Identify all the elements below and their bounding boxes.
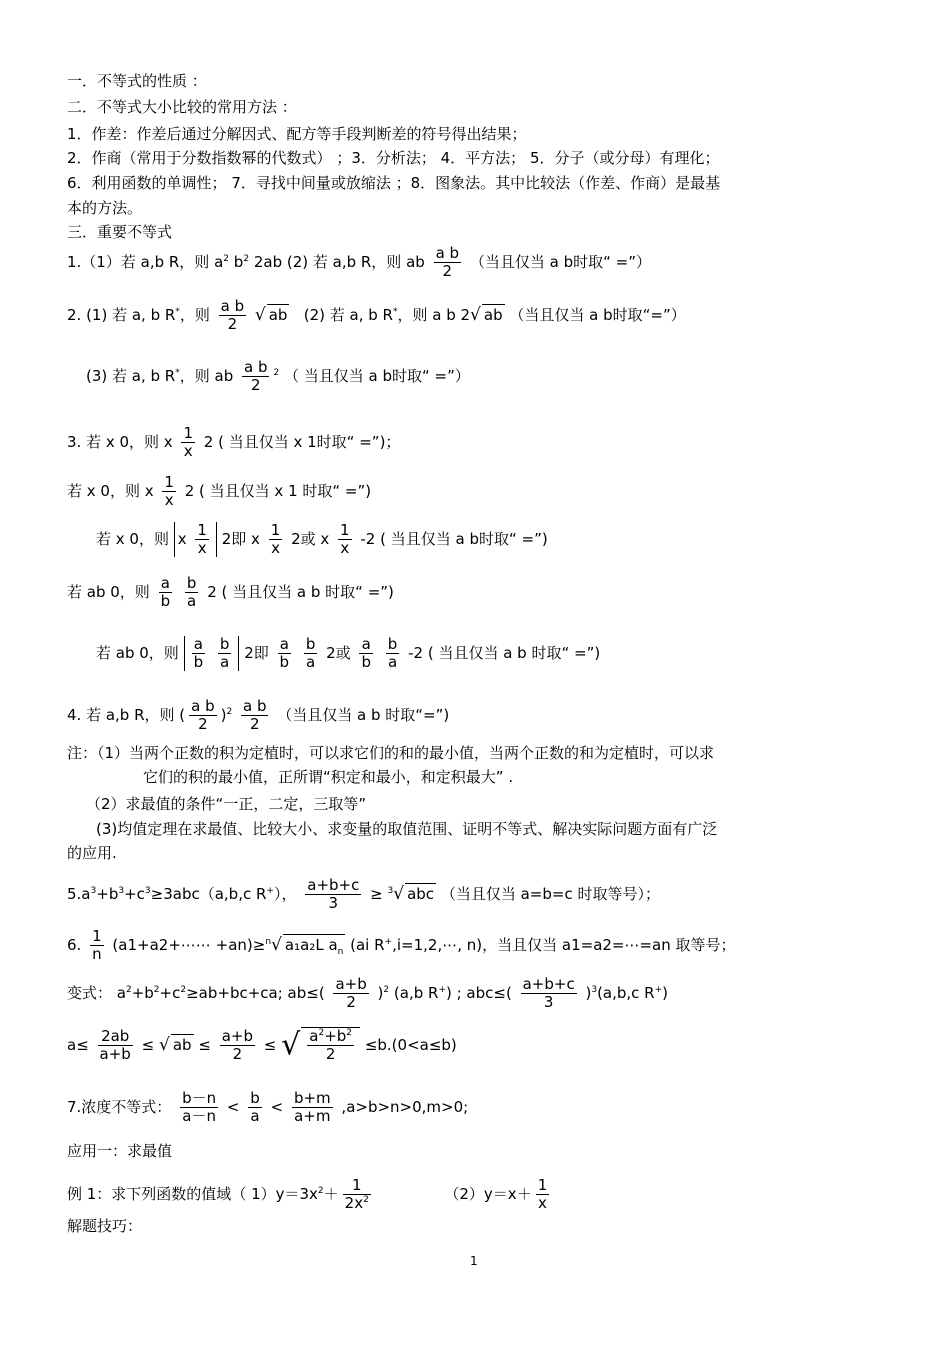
fraction: $\frac{\text{a b}}{2}$ — [435, 244, 460, 280]
absolute-value: x $\frac{1}{x}$ — [174, 522, 217, 557]
formula-11: 6. $\frac{1}{n}$ (a1+a2+⋯⋯ +an)≥$^n$√ a₁a₂L $a_n$ (ai R+,i=1,2,⋯, n)，当且仅当 a1=a2=⋯=an 取等号； — [67, 927, 736, 963]
method-3a: 6．利用函数的单调性； 7．寻找中间量或放缩法 ；8．图象法。其中比较法（作差、作商）是最基 — [67, 174, 721, 192]
example-1: 例 1：求下列函数的值域（ $1)y=3x^2+$ $\frac{1}{2x^2}$ （2）y＝x＋ $\frac{1}{x}$ — [67, 1176, 548, 1212]
method-3b: 本的方法。 — [67, 199, 143, 217]
note-3b: 的应用. — [67, 844, 117, 862]
formula-5: 若 x 0，则 x $\frac{1}{x}$ 2 ( 当且仅当 x 1 时取“ =”) — [67, 473, 372, 509]
fraction: $\frac{1}{x}$ — [164, 473, 174, 509]
formula-7: 若 ab 0，则 $\frac{a}{b}$ $\frac{b}{a}$ 2 ( 当且仅当 a b 时取“ =”) — [67, 574, 394, 610]
formula-3: (3) 若 a, b R*，则 ab $\frac{\text{a b}}{2}$ $^2$ （ 当且仅当 a b时取“ =”） — [86, 358, 470, 394]
heading-1: 一．不等式的性质 ： — [67, 72, 207, 90]
fraction: $\frac{\text{a b}}{2}$ — [244, 358, 268, 394]
solving-tips: 解题技巧： — [67, 1217, 143, 1235]
absolute-value: $\frac{a}{b}$ $\frac{b}{a}$ — [184, 636, 240, 671]
formula-8: 若 ab 0，则 $\frac{a}{b}$ $\frac{b}{a}$ 2即 $\frac{a}{b}$ $\frac{b}{a}$ 2或 $\frac{a}{b}$ $\frac{b}{a}$ -2 ( 当且仅当 a b 时取“ =”) — [96, 635, 601, 671]
formula-13: a≤ $\frac{2ab}{a+b}$ ≤ √ ab ≤ $\frac{a+b}{2}$ ≤ √ $\frac{a^2+b^2}{2}$ ≤b.(0<a≤b) — [67, 1027, 457, 1063]
formula-6: 若 x 0，则 x $\frac{1}{x}$ 2即 x $\frac{1}{x}$ 2或 x $\frac{1}{x}$ -2 ( 当且仅当 a b时取“ =”) — [96, 521, 548, 557]
fraction: $\frac{\text{a b}}{2}$ — [220, 297, 245, 333]
heading-3: 三．重要不等式 — [67, 223, 173, 241]
note-2: （2）求最值的条件“一正，二定，三取等” — [86, 795, 367, 813]
method-1: 1．作差：作差后通过分解因式、配方等手段判断差的符号得出结果； — [67, 125, 527, 143]
fraction: $\frac{1}{x}$ — [183, 424, 194, 460]
formula-10: $5.a^3+b^3+c^3\ge 3abc(a,b,c$ R+）， $\frac{a+b+c}{3}$ ≥ $^3$√ abc （当且仅当 a=b=c 时取等号）； — [67, 876, 660, 912]
page-number: 1 — [470, 1254, 478, 1268]
formula-14: 7.浓度不等式： $\frac{b-n}{a-n}$ < $\frac{b}{a}$ < $\frac{b+m}{a+m}$ ,a>b>n>0,m>0; — [67, 1089, 469, 1125]
method-2: 2．作商（常用于分数指数幂的代数式） ；3．分析法； 4．平方法； 5．分子（或分母）有理化； — [67, 149, 720, 167]
formula-2: 2. (1) 若 a, b R*，则 $\frac{\text{a b}}{2}$ √ ab (2) 若 a, b R*，则 a b 2√ ab （当且仅当 a b时取“=”） — [67, 297, 686, 333]
note-1a: 注：（1）当两个正数的积为定植时，可以求它们的和的最小值，当两个正数的和为定植时，可以求 — [67, 744, 715, 762]
formula-1: 1.（1）若 a,b R，则 $a^2$ $b^2$ 2ab (2) 若 a,b R，则 ab $\frac{\text{a b}}{2}$ （当且仅当 a b时取“ =”） — [67, 244, 651, 280]
formula-12: 变式： $a^2+b^2+c^2\ge ab+bc+ca$; ab≤( $\frac{a+b}{2}$ )$^2$ (a,b R+) ; abc≤( $\frac{a+b+c}{3}$ )$^3$(a,b,c R+) — [67, 975, 669, 1011]
note-1b: 它们的积的最小值，正所谓“积定和最小，和定积最大” . — [143, 768, 514, 786]
formula-4: 3. 若 x 0，则 x $\frac{1}{x}$ 2 ( 当且仅当 x 1时取“ =”)； — [67, 424, 401, 460]
application-heading: 应用一：求最值 — [67, 1142, 173, 1160]
heading-2: 二．不等式大小比较的常用方法 ： — [67, 98, 297, 116]
note-3a: (3)均值定理在求最值、比较大小、求变量的取值范围、证明不等式、解决实际问题方面有广泛 — [96, 820, 718, 838]
formula-9: 4. 若 a,b R，则 ( $\frac{\text{a b}}{2}$ )$^2$ $\frac{\text{a b}}{2}$ （当且仅当 a b 时取“=”) — [67, 697, 450, 733]
